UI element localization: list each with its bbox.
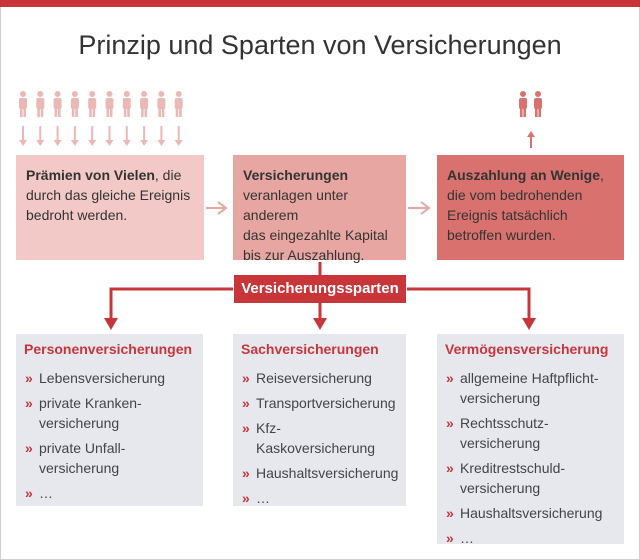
person-icon bbox=[54, 91, 62, 117]
chevron-icon: » bbox=[242, 490, 250, 506]
category-list bbox=[445, 368, 616, 548]
insurers-line4: bis zur Auszahlung. bbox=[243, 247, 365, 263]
arrow-down-icon bbox=[140, 126, 148, 146]
person-icon bbox=[175, 91, 183, 117]
list-item bbox=[24, 393, 195, 433]
insurers-box bbox=[233, 155, 406, 263]
arrow-down-icon bbox=[19, 126, 27, 146]
person-icon bbox=[88, 91, 96, 117]
many-people-icons bbox=[19, 91, 183, 146]
arrow-box1-to-box2 bbox=[206, 202, 226, 214]
list-item bbox=[445, 503, 616, 523]
list-item-text: … bbox=[460, 530, 474, 546]
arrow-down-icon bbox=[88, 126, 96, 146]
list-item bbox=[241, 368, 398, 388]
payout-box bbox=[437, 155, 624, 260]
list-item bbox=[445, 528, 616, 548]
premiums-box bbox=[16, 155, 204, 260]
list-item-text: Rechtsschutz- bbox=[460, 415, 549, 431]
premiums-line2: durch das gleiche Ereignis bbox=[26, 187, 191, 203]
chevron-icon: » bbox=[242, 465, 250, 481]
list-item bbox=[445, 458, 616, 498]
person-icon bbox=[157, 91, 165, 117]
category-list bbox=[241, 368, 398, 508]
payout-line1: , bbox=[599, 167, 604, 183]
chevron-icon: » bbox=[446, 530, 454, 546]
list-item-text: allgemeine Haftpflicht- bbox=[460, 370, 599, 386]
arrow-down-icon bbox=[54, 126, 62, 146]
list-item-text: Haushaltsversicherung bbox=[460, 505, 603, 521]
chevron-icon: » bbox=[25, 395, 33, 411]
list-item-text: Lebensversicherung bbox=[39, 370, 166, 386]
list-item-text: versicherung bbox=[460, 390, 541, 406]
chevron-icon: » bbox=[446, 370, 454, 386]
premiums-line3: bedroht werden. bbox=[26, 207, 128, 223]
category-title: Personenversicherungen bbox=[24, 341, 193, 357]
insurers-line3: das eingezahlte Kapital bbox=[243, 227, 388, 243]
arrow-down-icon bbox=[36, 126, 44, 146]
list-item bbox=[24, 438, 195, 478]
person-icon bbox=[19, 91, 27, 117]
list-item-text: private Kranken- bbox=[39, 395, 142, 411]
premiums-heading: Prämien von Vielen bbox=[26, 167, 155, 183]
list-item bbox=[241, 463, 398, 483]
chevron-icon: » bbox=[25, 440, 33, 456]
list-item bbox=[445, 368, 616, 408]
premiums-line1: , die bbox=[154, 167, 182, 183]
list-item bbox=[24, 368, 195, 388]
category-title: Sachversicherungen bbox=[241, 341, 379, 357]
list-item-text: Haushaltsversicherung bbox=[256, 465, 399, 481]
insurers-line2: veranlagen unter anderem bbox=[243, 187, 349, 223]
list-item bbox=[241, 488, 398, 508]
list-item-text: Reiseversicherung bbox=[256, 370, 372, 386]
chevron-icon: » bbox=[242, 395, 250, 411]
list-item bbox=[24, 483, 195, 503]
list-item-text: private Unfall- bbox=[39, 440, 126, 456]
category-title: Vermögensversicherung bbox=[445, 341, 609, 357]
chevron-icon: » bbox=[25, 370, 33, 386]
chevron-icon: » bbox=[446, 505, 454, 521]
person-icon bbox=[534, 91, 542, 117]
person-icon bbox=[106, 91, 114, 117]
arrow-down-icon bbox=[123, 126, 131, 146]
category-vermoegensversicherung bbox=[437, 334, 624, 544]
payout-heading: Auszahlung an Wenige bbox=[447, 167, 600, 183]
person-icon bbox=[519, 91, 527, 117]
arrow-box2-to-box3 bbox=[408, 202, 429, 214]
chevron-icon: » bbox=[242, 370, 250, 386]
category-sachversicherungen bbox=[233, 334, 406, 506]
sparten-label: Versicherungssparten bbox=[234, 275, 406, 303]
arrow-down-icon bbox=[106, 126, 114, 146]
payout-line4: betroffen wurden. bbox=[447, 227, 556, 243]
category-personenversicherungen bbox=[16, 334, 203, 506]
chevron-icon: » bbox=[446, 460, 454, 476]
arrow-up-icon bbox=[527, 131, 535, 148]
list-item bbox=[241, 418, 398, 458]
insurers-heading: Versicherungen bbox=[243, 167, 349, 183]
person-icon bbox=[71, 91, 79, 117]
list-item-text: versicherung bbox=[39, 415, 120, 431]
chevron-icon: » bbox=[242, 420, 250, 436]
person-icon bbox=[36, 91, 44, 117]
list-item bbox=[445, 413, 616, 453]
arrow-down-icon bbox=[175, 126, 183, 146]
list-item-text: versicherung bbox=[39, 460, 120, 476]
few-people-icons bbox=[519, 91, 542, 148]
payout-line2: die vom bedrohenden bbox=[447, 187, 583, 203]
list-item-text: versicherung bbox=[460, 480, 541, 496]
list-item-text: … bbox=[256, 490, 270, 506]
diagram-title: Prinzip und Sparten von Versicherungen bbox=[78, 30, 562, 60]
list-item-text: versicherung bbox=[460, 435, 541, 451]
person-icon bbox=[123, 91, 131, 117]
person-icon bbox=[140, 91, 148, 117]
list-item-text: Kreditrestschuld- bbox=[460, 460, 566, 476]
arrow-down-icon bbox=[157, 126, 165, 146]
chevron-icon: » bbox=[25, 485, 33, 501]
list-item-text: … bbox=[39, 485, 53, 501]
list-item bbox=[241, 393, 398, 413]
arrow-down-icon bbox=[71, 126, 79, 146]
sparten-arrowheads bbox=[104, 318, 536, 330]
chevron-icon: » bbox=[446, 415, 454, 431]
category-list bbox=[24, 368, 195, 503]
list-item-text: Transportversicherung bbox=[256, 395, 396, 411]
list-item-text: Kfz-Kaskoversicherung bbox=[256, 420, 376, 456]
payout-line3: Ereignis tatsächlich bbox=[447, 207, 568, 223]
